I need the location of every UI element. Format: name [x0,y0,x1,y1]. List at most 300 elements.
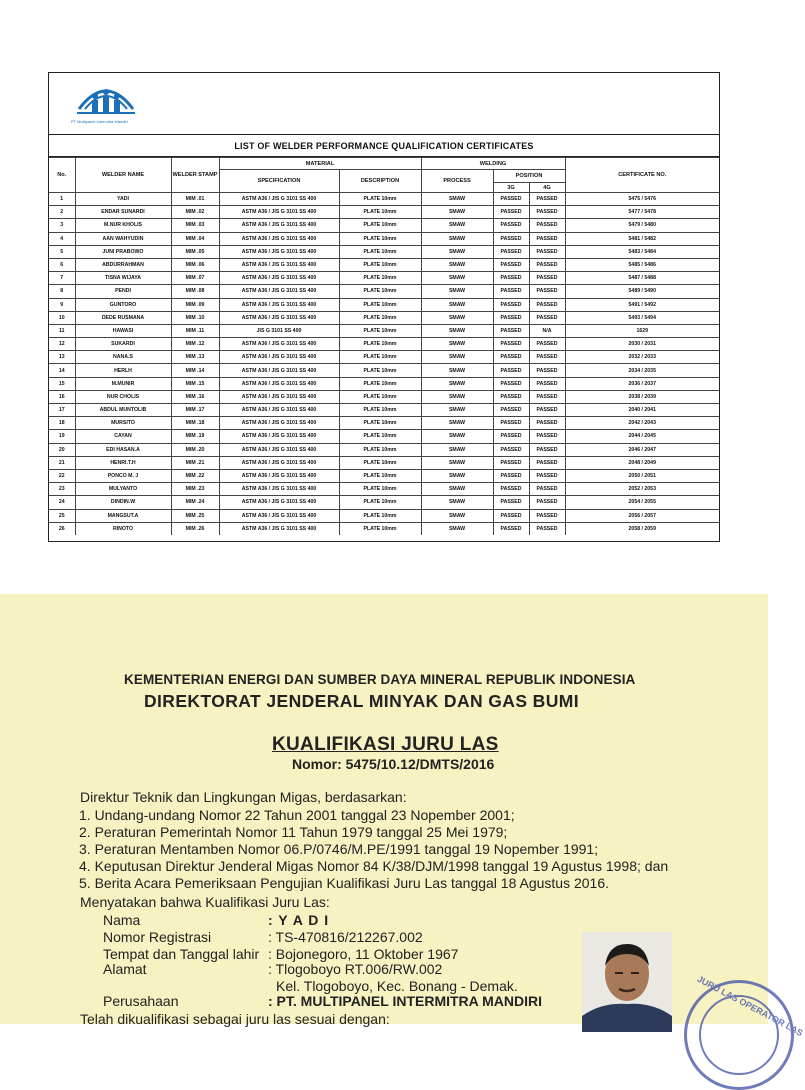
certificate-no: 5491 / 5492 [565,298,719,311]
material-desc: PLATE 10mm [339,496,421,509]
position-4g: PASSED [529,496,565,509]
row-no: 20 [49,443,75,456]
position-4g: PASSED [529,219,565,232]
welding-process: SMAW [421,298,493,311]
col-material: MATERIAL [219,158,421,170]
position-4g: PASSED [529,364,565,377]
welder-name: EDI HASAN.A [75,443,171,456]
position-3g: PASSED [493,404,529,417]
welder-stamp: MIM .13 [171,351,219,364]
material-desc: PLATE 10mm [339,430,421,443]
welding-process: SMAW [421,404,493,417]
position-3g: PASSED [493,272,529,285]
row-no: 18 [49,417,75,430]
welding-process: SMAW [421,456,493,469]
declaration-text: Menyatakan bahwa Kualifikasi Juru Las: [80,894,330,910]
position-3g: PASSED [493,338,529,351]
table-row [49,483,719,496]
material-spec: ASTM A36 / JIS G 3101 SS 400 [219,272,339,285]
row-no: 12 [49,338,75,351]
position-3g: PASSED [493,245,529,258]
welder-name: DEDE RUSMANA [75,311,171,324]
welder-name: AAN WAHYUDIN [75,232,171,245]
position-4g: PASSED [529,456,565,469]
mim-logo-icon [71,79,141,117]
row-no: 5 [49,245,75,258]
material-desc: PLATE 10mm [339,232,421,245]
welder-stamp: MIM .23 [171,483,219,496]
certificate-no: 5481 / 5482 [565,232,719,245]
material-spec: ASTM A36 / JIS G 3101 SS 400 [219,298,339,311]
material-spec: ASTM A36 / JIS G 3101 SS 400 [219,404,339,417]
welding-process: SMAW [421,193,493,206]
certificate-no: 2044 / 2045 [565,430,719,443]
position-3g: PASSED [493,456,529,469]
welder-name: M.NUR KHOLIS [75,219,171,232]
welder-name: HENRI.T.H [75,456,171,469]
table-row [49,245,719,258]
welder-name: PENDI [75,285,171,298]
field-value-address: : Tlogoboyo RT.006/RW.002 [268,961,443,977]
welder-name: SUKARDI [75,338,171,351]
table-row [49,338,719,351]
directorate-heading: DIREKTORAT JENDERAL MINYAK DAN GAS BUMI [144,691,579,711]
col-welding: WELDING [421,158,565,170]
material-spec: ASTM A36 / JIS G 3101 SS 400 [219,483,339,496]
table-row [49,496,719,509]
welder-stamp: MIM .24 [171,496,219,509]
position-4g: N/A [529,324,565,337]
material-spec: ASTM A36 / JIS G 3101 SS 400 [219,285,339,298]
position-4g: PASSED [529,443,565,456]
certificate-no: 5483 / 5484 [565,245,719,258]
welder-photo [582,932,672,1032]
col-welder-stamp: WELDER STAMP [171,158,219,193]
table-row [49,298,719,311]
material-desc: PLATE 10mm [339,324,421,337]
row-no: 15 [49,377,75,390]
position-4g: PASSED [529,338,565,351]
welder-stamp: MIM .03 [171,219,219,232]
position-3g: PASSED [493,417,529,430]
material-spec: ASTM A36 / JIS G 3101 SS 400 [219,311,339,324]
row-no: 25 [49,509,75,522]
position-3g: PASSED [493,443,529,456]
welding-process: SMAW [421,311,493,324]
table-row [49,404,719,417]
basis-item: 2. Peraturan Pemerintah Nomor 11 Tahun 1979 tanggal 25 Mei 1979; [79,824,508,840]
logo-row [49,73,719,135]
material-spec: ASTM A36 / JIS G 3101 SS 400 [219,496,339,509]
welder-stamp: MIM .25 [171,509,219,522]
welder-name: JUNI PRABOWO [75,245,171,258]
table-row [49,456,719,469]
stamp-inner-ring [699,995,779,1075]
welding-process: SMAW [421,285,493,298]
position-4g: PASSED [529,206,565,219]
welder-name: DINDIN.W [75,496,171,509]
col-process: PROCESS [421,170,493,193]
table-row [49,390,719,403]
field-label: Nama [103,912,141,928]
welder-stamp: MIM .12 [171,338,219,351]
company-logo [71,79,181,131]
table-row [49,272,719,285]
welder-stamp: MIM .22 [171,469,219,482]
certificate-no: 5475 / 5476 [565,193,719,206]
table-row [49,324,719,337]
welder-name: HAWASI [75,324,171,337]
row-no: 22 [49,469,75,482]
welding-process: SMAW [421,364,493,377]
basis-item: 4. Keputusan Direktur Jenderal Migas Nomor 84 K/38/DJM/1998 tanggal 19 Agustus 1998; dan [79,858,669,874]
position-4g: PASSED [529,483,565,496]
welder-stamp: MIM .26 [171,522,219,535]
welding-process: SMAW [421,351,493,364]
position-3g: PASSED [493,496,529,509]
material-spec: ASTM A36 / JIS G 3101 SS 400 [219,443,339,456]
row-no: 23 [49,483,75,496]
position-4g: PASSED [529,509,565,522]
row-no: 9 [49,298,75,311]
material-spec: JIS G 3101 SS 400 [219,324,339,337]
welder-name: HERLH [75,364,171,377]
col-welder-name: WELDER NAME [75,158,171,193]
material-desc: PLATE 10mm [339,377,421,390]
col-specification: SPECIFICATION [219,170,339,193]
welding-process: SMAW [421,219,493,232]
welder-stamp: MIM .06 [171,258,219,271]
welding-process: SMAW [421,483,493,496]
certificate-no: 2048 / 2049 [565,456,719,469]
field-label: Perusahaan [103,993,179,1009]
welding-process: SMAW [421,258,493,271]
certificate-no: 2052 / 2053 [565,483,719,496]
welder-name: CAYAN [75,430,171,443]
material-desc: PLATE 10mm [339,272,421,285]
position-4g: PASSED [529,193,565,206]
welding-process: SMAW [421,469,493,482]
material-desc: PLATE 10mm [339,443,421,456]
material-spec: ASTM A36 / JIS G 3101 SS 400 [219,430,339,443]
welding-process: SMAW [421,377,493,390]
material-spec: ASTM A36 / JIS G 3101 SS 400 [219,417,339,430]
certificate-no: 2034 / 2035 [565,364,719,377]
field-label: Tempat dan Tanggal lahir [103,946,260,962]
material-spec: ASTM A36 / JIS G 3101 SS 400 [219,193,339,206]
certificate-no: 2032 / 2033 [565,351,719,364]
row-no: 2 [49,206,75,219]
table-row [49,417,719,430]
welder-stamp: MIM .08 [171,285,219,298]
position-3g: PASSED [493,430,529,443]
position-4g: PASSED [529,377,565,390]
material-desc: PLATE 10mm [339,298,421,311]
row-no: 1 [49,193,75,206]
material-spec: ASTM A36 / JIS G 3101 SS 400 [219,206,339,219]
welder-stamp: MIM .04 [171,232,219,245]
certificate-no: 2046 / 2047 [565,443,719,456]
table-row [49,285,719,298]
material-spec: ASTM A36 / JIS G 3101 SS 400 [219,522,339,535]
field-value-address-2: Kel. Tlogoboyo, Kec. Bonang - Demak. [276,978,518,994]
material-spec: ASTM A36 / JIS G 3101 SS 400 [219,390,339,403]
welding-process: SMAW [421,443,493,456]
row-no: 21 [49,456,75,469]
certificate-no: 5489 / 5490 [565,285,719,298]
field-label: Alamat [103,961,147,977]
row-no: 16 [49,390,75,403]
row-no: 7 [49,272,75,285]
row-no: 19 [49,430,75,443]
position-3g: PASSED [493,364,529,377]
material-desc: PLATE 10mm [339,219,421,232]
welder-stamp: MIM .18 [171,417,219,430]
material-desc: PLATE 10mm [339,390,421,403]
material-desc: PLATE 10mm [339,509,421,522]
certificate-title: KUALIFIKASI JURU LAS [272,734,499,755]
material-spec: ASTM A36 / JIS G 3101 SS 400 [219,338,339,351]
col-description: DESCRIPTION [339,170,421,193]
welder-table [49,157,719,535]
material-desc: PLATE 10mm [339,483,421,496]
welding-process: SMAW [421,245,493,258]
wpq-sheet [48,72,720,542]
position-4g: PASSED [529,272,565,285]
certificate-no: 5487 / 5488 [565,272,719,285]
position-4g: PASSED [529,404,565,417]
material-desc: PLATE 10mm [339,364,421,377]
table-row [49,364,719,377]
table-row [49,469,719,482]
material-spec: ASTM A36 / JIS G 3101 SS 400 [219,232,339,245]
position-3g: PASSED [493,509,529,522]
certificate [0,594,805,1039]
position-4g: PASSED [529,469,565,482]
col-4g: 4G [529,183,565,193]
position-4g: PASSED [529,298,565,311]
material-desc: PLATE 10mm [339,285,421,298]
field-value-registration: : TS-470816/212267.002 [268,929,423,945]
position-4g: PASSED [529,522,565,535]
welder-name: M.MUNIR [75,377,171,390]
row-no: 13 [49,351,75,364]
welder-stamp: MIM .09 [171,298,219,311]
basis-item: 3. Peraturan Mentamben Nomor 06.P/0746/M.PE/1991 tanggal 19 Nopember 1991; [79,841,599,857]
col-certificate: CERTIFICATE NO. [565,158,719,193]
row-no: 10 [49,311,75,324]
table-row [49,311,719,324]
welder-name: NUR CHOLIS [75,390,171,403]
welding-process: SMAW [421,324,493,337]
position-4g: PASSED [529,417,565,430]
basis-item: 1. Undang-undang Nomor 22 Tahun 2001 tanggal 23 Nopember 2001; [79,807,515,823]
certificate-no: 5493 / 5494 [565,311,719,324]
certificate-no: 5485 / 5486 [565,258,719,271]
material-desc: PLATE 10mm [339,338,421,351]
col-3g: 3G [493,183,529,193]
welder-stamp: MIM .19 [171,430,219,443]
welder-name: MANGSUT.A [75,509,171,522]
material-spec: ASTM A36 / JIS G 3101 SS 400 [219,509,339,522]
welding-process: SMAW [421,232,493,245]
position-3g: PASSED [493,285,529,298]
position-3g: PASSED [493,232,529,245]
welder-name: PONCO M. J [75,469,171,482]
official-stamp [684,973,805,1090]
table-row [49,232,719,245]
material-desc: PLATE 10mm [339,311,421,324]
row-no: 11 [49,324,75,337]
welder-name: MULYANTO [75,483,171,496]
position-3g: PASSED [493,483,529,496]
material-spec: ASTM A36 / JIS G 3101 SS 400 [219,258,339,271]
material-desc: PLATE 10mm [339,417,421,430]
certificate-no: 2042 / 2043 [565,417,719,430]
certificate-no: 2030 / 2031 [565,338,719,351]
table-row [49,219,719,232]
material-spec: ASTM A36 / JIS G 3101 SS 400 [219,377,339,390]
table-row [49,377,719,390]
position-3g: PASSED [493,390,529,403]
intro-text: Direktur Teknik dan Lingkungan Migas, berdasarkan: [80,789,407,805]
row-no: 24 [49,496,75,509]
position-4g: PASSED [529,285,565,298]
table-row [49,258,719,271]
closing-text: Telah dikualifikasi sebagai juru las sesuai dengan: [80,1011,390,1027]
welder-stamp: MIM .20 [171,443,219,456]
welder-name: YADI [75,193,171,206]
col-position: POSITION [493,170,565,183]
row-no: 26 [49,522,75,535]
stamp-text: JURU LAS OPERATOR LAS [695,973,805,1039]
welder-stamp: MIM .15 [171,377,219,390]
position-4g: PASSED [529,351,565,364]
position-4g: PASSED [529,311,565,324]
position-3g: PASSED [493,206,529,219]
welder-stamp: MIM .21 [171,456,219,469]
welder-name: ABDURRAHMAN [75,258,171,271]
portrait-icon [582,932,672,1032]
table-row [49,509,719,522]
row-no: 8 [49,285,75,298]
material-spec: ASTM A36 / JIS G 3101 SS 400 [219,245,339,258]
certificate-no: 2056 / 2057 [565,509,719,522]
welder-stamp: MIM .01 [171,193,219,206]
row-no: 4 [49,232,75,245]
position-3g: PASSED [493,351,529,364]
welding-process: SMAW [421,417,493,430]
certificate-no: 2036 / 2037 [565,377,719,390]
position-3g: PASSED [493,193,529,206]
field-value-company: : PT. MULTIPANEL INTERMITRA MANDIRI [268,993,543,1009]
welder-name: MURSITO [75,417,171,430]
company-caption: PT Multipanel Intermitra Mandiri [71,119,128,124]
table-title: LIST OF WELDER PERFORMANCE QUALIFICATION CERTIFICATES [49,135,719,157]
position-3g: PASSED [493,258,529,271]
material-desc: PLATE 10mm [339,351,421,364]
position-4g: PASSED [529,390,565,403]
position-3g: PASSED [493,298,529,311]
certificate-no: 2058 / 2059 [565,522,719,535]
certificate-no: 2054 / 2055 [565,496,719,509]
material-spec: ASTM A36 / JIS G 3101 SS 400 [219,219,339,232]
table-row [49,522,719,535]
field-value-birth: : Bojonegoro, 11 Oktober 1967 [268,946,459,962]
material-desc: PLATE 10mm [339,404,421,417]
table-row [49,351,719,364]
col-no: No. [49,158,75,193]
welder-name: ABDUL MUNTOLIB [75,404,171,417]
position-4g: PASSED [529,232,565,245]
welding-process: SMAW [421,338,493,351]
certificate-no: 2038 / 2039 [565,390,719,403]
material-desc: PLATE 10mm [339,469,421,482]
material-desc: PLATE 10mm [339,456,421,469]
material-spec: ASTM A36 / JIS G 3101 SS 400 [219,364,339,377]
material-desc: PLATE 10mm [339,522,421,535]
welder-stamp: MIM .14 [171,364,219,377]
welder-name: RINOTO [75,522,171,535]
welder-stamp: MIM .10 [171,311,219,324]
welder-stamp: MIM .05 [171,245,219,258]
welder-stamp: MIM .11 [171,324,219,337]
welding-process: SMAW [421,509,493,522]
field-value-name: : Y A D I [268,912,330,928]
position-3g: PASSED [493,311,529,324]
row-no: 6 [49,258,75,271]
welder-stamp: MIM .16 [171,390,219,403]
welder-name: ENDAR SUNARDI [75,206,171,219]
table-row [49,443,719,456]
position-4g: PASSED [529,430,565,443]
field-label: Nomor Registrasi [103,929,212,945]
position-3g: PASSED [493,522,529,535]
certificate-no: 2050 / 2051 [565,469,719,482]
material-desc: PLATE 10mm [339,193,421,206]
row-no: 3 [49,219,75,232]
welder-stamp: MIM .02 [171,206,219,219]
material-spec: ASTM A36 / JIS G 3101 SS 400 [219,469,339,482]
material-spec: ASTM A36 / JIS G 3101 SS 400 [219,351,339,364]
row-no: 17 [49,404,75,417]
certificate-no: 1629 [565,324,719,337]
table-row [49,430,719,443]
row-no: 14 [49,364,75,377]
welder-name: TISNA WIJAYA [75,272,171,285]
basis-item: 5. Berita Acara Pemeriksaan Pengujian Kualifikasi Juru Las tanggal 18 Agustus 2016. [79,875,609,891]
welder-name: NANA.S [75,351,171,364]
welding-process: SMAW [421,496,493,509]
table-row [49,193,719,206]
welding-process: SMAW [421,272,493,285]
position-4g: PASSED [529,245,565,258]
material-desc: PLATE 10mm [339,206,421,219]
welder-stamp: MIM .07 [171,272,219,285]
welder-name: GUNTORO [75,298,171,311]
welding-process: SMAW [421,522,493,535]
table-row [49,206,719,219]
position-3g: PASSED [493,219,529,232]
certificate-no: 2040 / 2041 [565,404,719,417]
ministry-heading: KEMENTERIAN ENERGI DAN SUMBER DAYA MINERAL REPUBLIK INDONESIA [124,672,636,687]
certificate-no: 5479 / 5480 [565,219,719,232]
position-4g: PASSED [529,258,565,271]
welder-stamp: MIM .17 [171,404,219,417]
welding-process: SMAW [421,206,493,219]
position-3g: PASSED [493,377,529,390]
material-desc: PLATE 10mm [339,245,421,258]
